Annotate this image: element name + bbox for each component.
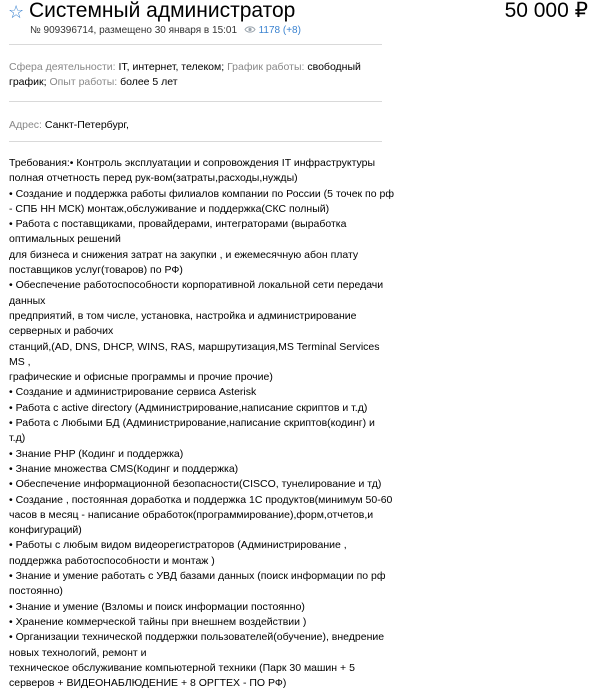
vacancy-price: 50 000 ₽: [504, 0, 588, 22]
requirements-line: Требования:• Контроль эксплуатации и сопровождения IT инфраструктуры: [9, 157, 376, 169]
vacancy-number-posted: № 909396714, размещено 30 января в 15:01: [30, 25, 238, 36]
experience-label: Опыт работы:: [49, 76, 118, 89]
requirements-line: предприятий, в том числе, установка, настройка и администрирование: [9, 309, 357, 322]
requirements-line: графические и офисные программы и прочие прочие): [9, 371, 273, 384]
favorite-star-icon[interactable]: ☆: [8, 2, 25, 22]
requirements-line: постоянно): [9, 585, 63, 598]
experience-value: более 5 лет: [120, 76, 178, 89]
requirements-line: серверных и рабочих: [9, 325, 114, 338]
requirements-line: полная отчетность перед рук-вом(затраты,расходы,нужды): [9, 172, 298, 185]
requirements-line: • Создание , постоянная доработка и поддержка 1С продуктов(минимум 50-60: [9, 493, 393, 506]
divider: [9, 141, 382, 142]
requirements-line: • Знание PHP (Кодинг и поддержка): [9, 447, 184, 460]
requirements-line: • Работа с active directory (Администрирование,написание скриптов и т.д): [9, 401, 368, 414]
address-value: Санкт-Петербург,: [44, 119, 129, 131]
schedule-value: свободный: [307, 61, 361, 73]
requirements-line: • Знание и умение работать с УВД базами данных (поиск информации по рф: [9, 570, 386, 583]
requirements-line: оптимальных решений: [9, 233, 121, 246]
vacancy-meta: [30, 24, 301, 39]
requirements-line: MS ,: [9, 355, 31, 368]
requirements-line: серверов + ВИДЕОНАБЛЮДЕНИЕ + 8 ОРГТЕХ - ПО РФ): [9, 677, 287, 690]
requirements-line: поставщиков услуг(товаров) по РФ): [9, 264, 183, 277]
requirements-line: • Организации технической поддержки пользователей(обучение), внедрение: [9, 631, 385, 644]
requirements-line: • Работа с поставщиками, провайдерами, интеграторами (выработка: [9, 218, 347, 231]
requirements-text: [9, 156, 394, 691]
address-row: [9, 118, 381, 133]
vacancy-title: Системный администратор: [29, 0, 296, 22]
eye-icon: [244, 25, 256, 39]
schedule-value-cont: график;: [9, 76, 47, 89]
address-label: Адрес:: [9, 119, 42, 131]
requirements-line: данных: [9, 294, 46, 307]
requirements-line: • Знание множества CMS(Кодинг и поддержка): [9, 462, 239, 475]
requirements-line: • Обеспечение работоспособности корпоративной локальной сети передачи: [9, 279, 384, 292]
divider: [9, 44, 382, 45]
sphere-value: IT, интернет, телеком;: [118, 61, 225, 73]
requirements-line: • Работы с любым видом видеорегистраторов (Администрирование ,: [9, 539, 347, 552]
divider: [9, 101, 382, 102]
requirements-line: • Работа с Любыми БД (Администрирование,написание скриптов(кодинг) и: [9, 417, 375, 430]
requirements-line: станций,(AD, DNS, DHCP, WINS, RAS, маршрутизация,MS Terminal Services: [9, 340, 380, 353]
requirements-line: • Знание и умение (Взломы и поиск информации постоянно): [9, 600, 305, 613]
requirements-line: конфигураций): [9, 524, 82, 537]
requirements-line: - СПБ НН МСК) монтаж,обслуживание и поддержка(СКС полный): [9, 202, 330, 215]
requirements-line: т.д): [9, 432, 26, 445]
requirements-line: • Обеспечение информационной безопасности(CISCO, тунелирование и тд): [9, 478, 382, 491]
requirements-line: техническое обслуживание компьютерной техники (Парк 30 машин + 5: [9, 661, 355, 674]
requirements-line: • Хранение коммерческой тайны при внешнем воздействии ): [9, 615, 307, 628]
requirements-line: • Создание и администрирование сервиса Asterisk: [9, 386, 257, 399]
requirements-line: часов в месяц - написание обработок(программирование),форм,отчетов,и: [9, 508, 374, 521]
requirements-line: для бизнеса и снижения затрат на закупки , и ежемесячную абон плату: [9, 248, 359, 261]
schedule-label: График работы:: [227, 61, 305, 73]
vacancy-details: [9, 60, 381, 91]
requirements-line: новых технологий, ремонт и: [9, 646, 147, 659]
sphere-label: Сфера деятельности:: [9, 61, 116, 73]
requirements-line: • Создание и поддержка работы филиалов компании по России (5 точек по рф: [9, 187, 394, 200]
views-count[interactable]: 1178 (+8): [258, 25, 301, 36]
requirements-line: поддержка работоспособности и монтаж ): [9, 554, 215, 567]
vacancy-header: [0, 0, 600, 44]
